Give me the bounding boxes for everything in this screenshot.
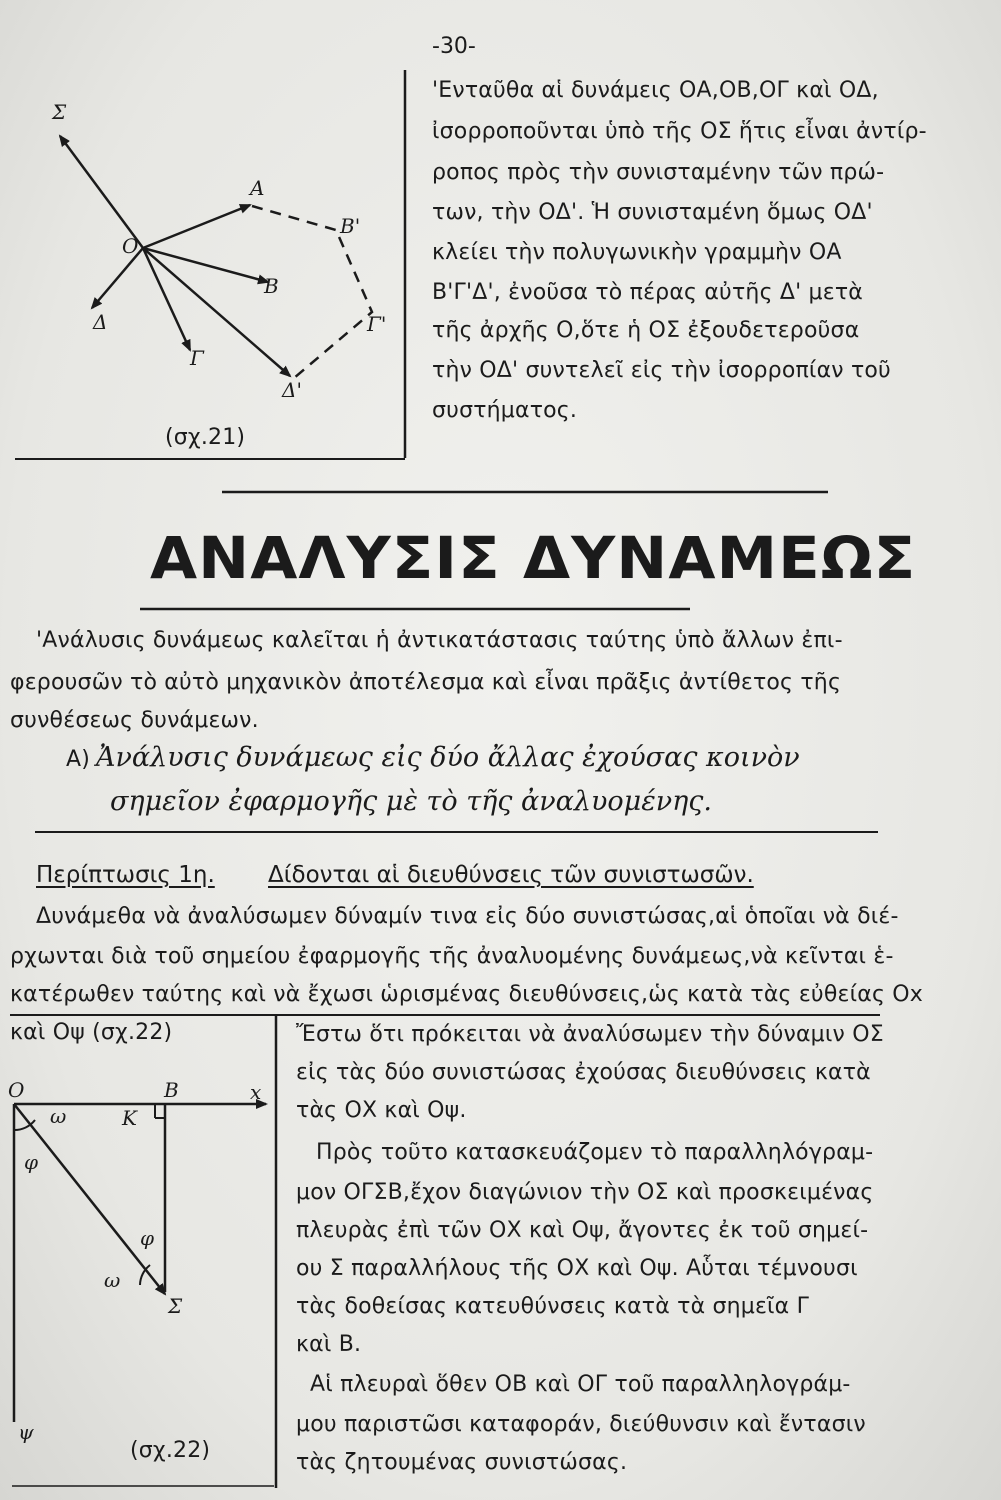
vector-og (143, 248, 190, 350)
label-sigma: Σ (52, 100, 67, 124)
section-a-marker: A) (66, 747, 91, 772)
text-line: 'Ενταῦθα αἱ δυνάμεις ΟΑ,ΟΒ,ΟΓ καὶ ΟΔ, (432, 78, 879, 103)
text-line: φερουσῶν τὸ αὐτὸ μηχανικὸν ἀποτέλεσμα καὶ εἶναι πρᾶξις ἀντίθετος τῆς (10, 670, 842, 695)
case1-heading: Δίδονται αἱ διευθύνσεις τῶν συνιστωσῶν. (268, 862, 754, 888)
label-phi2-22: φ (140, 1226, 155, 1250)
text-line: μον ΟΓΣΒ,ἔχον διαγώνιον τὴν ΟΣ καὶ προσκειμένας (296, 1180, 874, 1205)
label-o-22: Ο (8, 1078, 25, 1102)
figure-22-caption: (σχ.22) (130, 1438, 211, 1463)
label-gamma: Γ (190, 346, 204, 370)
label-b-22: Β (164, 1078, 179, 1102)
text-line: ρχωνται διὰ τοῦ σημείου ἐφαρμογῆς τῆς ἀναλυομένης δυνάμεως,νὰ κεῖνται ἑ- (10, 944, 894, 969)
label-o: Ο (122, 234, 139, 258)
vector-oa (143, 205, 250, 248)
label-delta: Δ (93, 310, 108, 334)
text-line: μου παριστῶσι καταφοράν, διεύθυνσιν καὶ ἔντασιν (296, 1412, 866, 1437)
text-line: ροπος πρὸς τὴν συνισταμένην τῶν πρώ- (432, 160, 885, 185)
text-line: κλείει τὴν πολυγωνικὴν γραμμὴν ΟΑ (432, 240, 842, 265)
text-line: Δυνάμεθα νὰ ἀναλύσωμεν δύναμίν τινα εἰς δύο συνιστώσας,αἱ ὁποῖαι νὰ διέ- (36, 904, 899, 929)
text-line: τὰς ζητουμένας συνιστώσας. (296, 1450, 628, 1475)
page-number: -30- (432, 34, 476, 59)
text-line: καὶ Β. (296, 1332, 362, 1357)
label-x-22: x (250, 1080, 262, 1104)
text-line: εἰς τὰς δύο συνιστώσας ἐχούσας διευθύνσεις κατὰ (296, 1060, 871, 1085)
label-g-prime: Γ' (367, 312, 387, 336)
section-a-heading-line1: Ἀνάλυσις δυνάμεως εἰς δύο ἄλλας ἐχούσας κοινὸν (96, 742, 800, 773)
vector-os-22 (14, 1104, 165, 1294)
figure-21-caption: (σχ.21) (165, 425, 246, 450)
text-line: Ἔστω ὅτι πρόκειται νὰ ἀναλύσωμεν τὴν δύναμιν ΟΣ (296, 1022, 884, 1047)
text-line: Πρὸς τοῦτο κατασκευάζομεν τὸ παραλληλόγραμ- (316, 1140, 874, 1165)
text-line: τὰς ΟΧ καὶ Οψ. (296, 1098, 467, 1123)
text-line: τῆς ἀρχῆς Ο,ὅτε ἡ ΟΣ ἐξουδετεροῦσα (432, 318, 860, 343)
label-d-prime: Δ' (282, 378, 302, 402)
label-omega2-22: ω (104, 1268, 121, 1292)
label-b: Β (264, 274, 279, 298)
text-line: κατέρωθεν ταύτης καὶ νὰ ἔχωσι ὡρισμένας διευθύνσεις,ὡς κατὰ τὰς εὐθείας Οx (10, 982, 923, 1007)
text-line: ου Σ παραλλήλους τῆς ΟΧ καὶ Οψ. Αὗται τέμνουσι (296, 1256, 858, 1281)
text-line: ἰσορροποῦνται ὑπὸ τῆς ΟΣ ἥτις εἶναι ἀντίρ- (432, 119, 927, 144)
page-title: ΑΝΑΛΥΣΙΣ ΔΥΝΑΜΕΩΣ (150, 524, 917, 592)
label-psi-22: ψ (18, 1420, 34, 1444)
vector-os (60, 136, 143, 248)
text-line: τὴν ΟΔ' συντελεῖ εἰς τὴν ἰσορροπίαν τοῦ (432, 358, 891, 383)
section-a-heading-line2: σημεῖον ἐφαρμογῆς μὲ τὸ τῆς ἀναλυομένης. (110, 786, 713, 817)
text-line: Αἱ πλευραὶ ὅθεν ΟΒ καὶ ΟΓ τοῦ παραλληλογράμ- (310, 1372, 851, 1397)
label-phi-22: φ (24, 1150, 39, 1174)
case1-label: Περίπτωσις 1η. (36, 862, 215, 888)
label-k-22: Κ (122, 1106, 137, 1130)
label-b-prime: Β' (340, 214, 361, 238)
text-line: τὰς δοθείσας κατευθύνσεις κατὰ τὰ σημεῖα Γ (296, 1294, 810, 1319)
text-line: των, τὴν ΟΔ'. Ἡ συνισταμένη ὅμως ΟΔ' (432, 200, 873, 225)
text-line: συνθέσεως δυνάμεων. (10, 708, 259, 733)
label-sigma-22: Σ (168, 1294, 183, 1318)
text-line: 'Ανάλυσις δυνάμεως καλεῖται ἡ ἀντικατάστασις ταύτης ὑπὸ ἄλλων ἐπι- (36, 628, 843, 653)
text-line: πλευρὰς ἐπὶ τῶν ΟΧ καὶ Οψ, ἄγοντες ἐκ τοῦ σημεί- (296, 1218, 869, 1243)
text-line: Β'Γ'Δ', ἐνοῦσα τὸ πέρας αὐτῆς Δ' μετὰ (432, 280, 863, 305)
label-alpha: Α (250, 176, 265, 200)
text-line: συστήματος. (432, 398, 578, 423)
label-omega-22: ω (50, 1104, 67, 1128)
text-line: καὶ Οψ (σχ.22) (10, 1020, 173, 1045)
